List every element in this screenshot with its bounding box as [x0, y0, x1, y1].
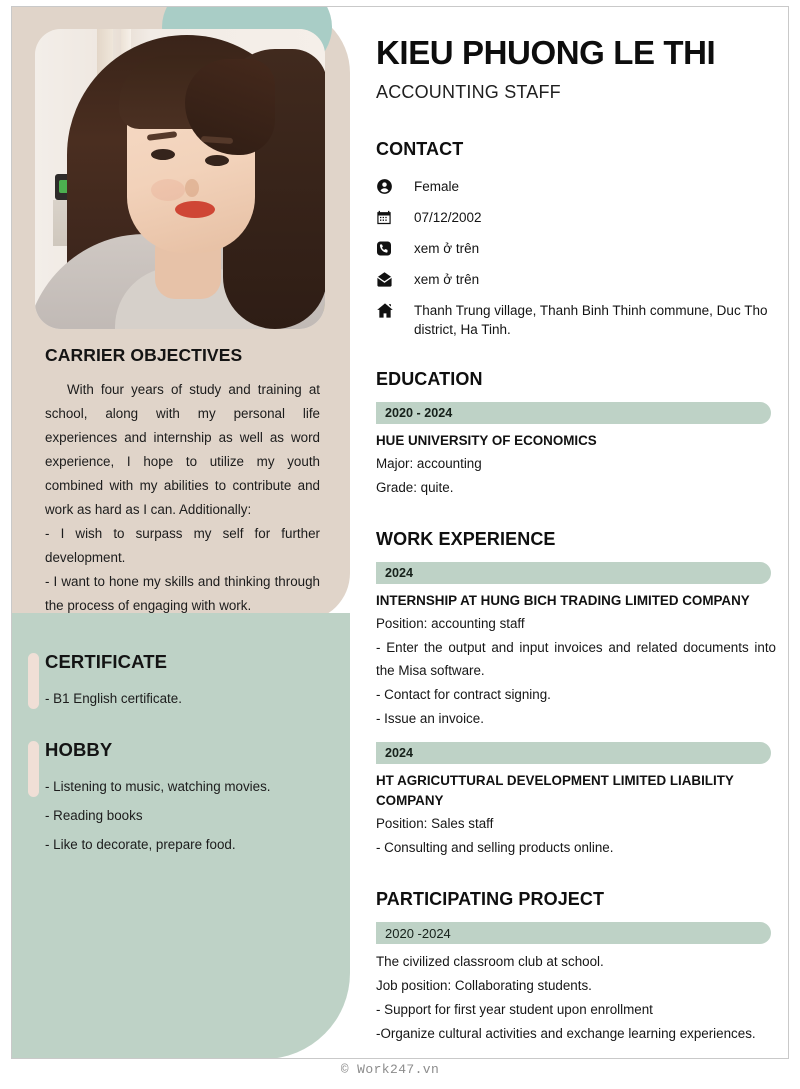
education-section: [376, 369, 776, 499]
entry-line: Grade: quite.: [376, 480, 454, 496]
project-entry: [376, 922, 776, 1045]
entry-line: - Support for first year student upon enrollment: [376, 1002, 653, 1018]
accent-bar: [28, 653, 39, 709]
entry-line: - Contact for contract signing.: [376, 687, 551, 703]
career-objectives-section: [45, 345, 320, 618]
list-item: - Like to decorate, prepare food.: [45, 837, 236, 852]
career-objectives-paragraph: With four years of study and training at school, along with my personal life experiences and internship as well as word experience, I hope to utilize my youth combined with my abilities to contribute and work as hard as I can. Additionally:: [45, 382, 320, 517]
main-content: [376, 7, 776, 1045]
work-experience-entry: [376, 742, 776, 859]
entry-title: HUE UNIVERSITY OF ECONOMICS: [376, 433, 597, 449]
entry-line: Job position: Collaborating students.: [376, 978, 592, 994]
date-badge: 2020 - 2024: [376, 402, 771, 424]
list-item: - B1 English certificate.: [45, 691, 182, 706]
work-experience-heading: WORK EXPERIENCE: [376, 529, 556, 550]
footer-credit: © Work247.vn: [340, 1062, 440, 1077]
certificate-section: [45, 651, 325, 716]
page-title: KIEU PHUONG LE THI: [376, 34, 716, 71]
project-heading: PARTICIPATING PROJECT: [376, 889, 605, 910]
entry-title: HT AGRICUTTURAL DEVELOPMENT LIMITED LIABILITY COMPANY: [376, 773, 734, 809]
career-objectives-heading: CARRIER OBJECTIVES: [45, 345, 243, 365]
education-heading: EDUCATION: [376, 369, 483, 390]
left-sidebar: [12, 7, 352, 1058]
contact-row-gender: [376, 177, 776, 196]
left-sidebar-content: [12, 7, 350, 1058]
date-badge: 2024: [376, 742, 771, 764]
contact-section: [376, 139, 776, 339]
contact-value: Female: [414, 179, 460, 195]
contact-row-phone: [376, 239, 776, 258]
entry-line: Major: accounting: [376, 456, 482, 472]
hobby-section: [45, 739, 325, 862]
person-icon: [376, 177, 402, 195]
home-icon: [376, 301, 402, 319]
list-item: - Listening to music, watching movies.: [45, 779, 271, 794]
contact-value: 07/12/2002: [414, 210, 482, 226]
phone-icon: [376, 239, 402, 257]
email-icon: [376, 270, 402, 288]
hobby-heading: HOBBY: [45, 739, 113, 760]
contact-value: xem ở trên: [414, 272, 480, 288]
work-experience-entry: [376, 562, 776, 730]
entry-line: Position: Sales staff: [376, 816, 494, 832]
contact-row-email: [376, 270, 776, 289]
job-title: ACCOUNTING STAFF: [376, 82, 561, 103]
entry-line: - Consulting and selling products online.: [376, 840, 614, 856]
career-objectives-paragraph: - I want to hone my skills and thinking through the process of engaging with work.: [45, 574, 320, 613]
contact-row-address: [376, 301, 776, 339]
contact-value: xem ở trên: [414, 241, 480, 257]
education-entry: [376, 402, 776, 499]
entry-line: - Enter the output and input invoices and related documents into the Misa software.: [376, 640, 776, 679]
entry-line: Position: accounting staff: [376, 616, 525, 632]
work-experience-section: [376, 529, 776, 859]
cv-card: [11, 6, 789, 1059]
calendar-icon: [376, 208, 402, 226]
date-badge: 2020 -2024: [376, 922, 771, 944]
contact-list: [376, 177, 776, 339]
contact-heading: CONTACT: [376, 139, 464, 160]
list-item: - Reading books: [45, 808, 143, 823]
entry-line: - Issue an invoice.: [376, 711, 484, 727]
entry-title: INTERNSHIP AT HUNG BICH TRADING LIMITED COMPANY: [376, 593, 750, 609]
accent-bar: [28, 741, 39, 797]
contact-value: Thanh Trung village, Thanh Binh Thinh commune, Duc Tho district, Ha Tinh.: [414, 303, 768, 338]
career-objectives-paragraph: - I wish to surpass my self for further development.: [45, 526, 320, 565]
date-badge: 2024: [376, 562, 771, 584]
entry-line: -Organize cultural activities and exchange learning experiences.: [376, 1026, 756, 1042]
entry-line: The civilized classroom club at school.: [376, 954, 604, 970]
contact-row-birthdate: [376, 208, 776, 227]
certificate-heading: CERTIFICATE: [45, 651, 168, 672]
project-section: [376, 889, 776, 1045]
